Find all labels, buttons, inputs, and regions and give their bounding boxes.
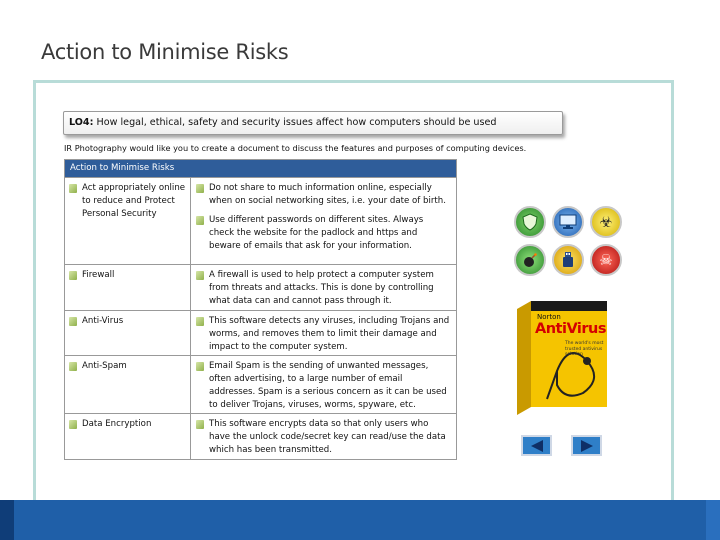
action-label: Firewall (82, 270, 115, 280)
antivirus-box-image (517, 301, 609, 415)
left-arrow-icon (529, 439, 545, 453)
bottom-bar-right-accent (706, 500, 720, 540)
table-row (65, 310, 456, 355)
bullet-icon (69, 420, 77, 429)
slide-title: Action to Minimise Risks (41, 40, 289, 64)
bomb-icon (514, 244, 546, 276)
bullet-icon (196, 317, 204, 326)
action-label: Anti-Virus (82, 316, 124, 326)
next-slide-button[interactable] (571, 435, 602, 456)
product-tagline: The world's most trusted antivirus solution (565, 341, 604, 357)
table-row (65, 264, 456, 310)
lo-code: LO4: (69, 117, 94, 128)
bullet-icon (69, 317, 77, 326)
action-description: This software detects any viruses, including Trojans and worms, and removes them to limit their damage and impact to the computer system. (209, 316, 450, 352)
shield-icon (514, 206, 546, 238)
table-header: Action to Minimise Risks (65, 160, 456, 177)
right-arrow-icon (579, 439, 595, 453)
bullet-icon (69, 271, 77, 280)
action-description: Email Spam is the sending of unwanted messages, often advertising, to a large number of email addresses. Spam is a serious concern as it can be used to deliver Trojans, viruses, worms, spyware, etc. (209, 361, 447, 410)
bullet-icon (196, 216, 204, 225)
previous-slide-button[interactable] (521, 435, 552, 456)
action-label: Anti-Spam (82, 361, 127, 371)
biohazard-icon: ☣ (590, 206, 622, 238)
table-row (65, 413, 456, 459)
monitor-icon (552, 206, 584, 238)
table-row (65, 177, 456, 264)
bottom-bar-left-accent (0, 500, 14, 540)
table-row (65, 355, 456, 413)
bullet-icon (69, 362, 77, 371)
action-description: A firewall is used to help protect a computer system from threats and attacks. This is done by controlling what data can and cannot pass through it. (209, 270, 434, 306)
scenario-text: IR Photography would like you to create a document to discuss the features and purposes of computing devices. (64, 143, 527, 153)
action-description: This software encrypts data so that only users who have the unlock code/secret key can read/use the data which has been transmitted. (209, 419, 446, 455)
bullet-icon (196, 271, 204, 280)
bullet-icon (69, 184, 77, 193)
action-label: Act appropriately online to reduce and Protect Personal Security (82, 183, 186, 219)
bullet-icon (196, 362, 204, 371)
action-description: Do not share to much information online, especially when on social networking sites, i.e. your date of birth. (209, 183, 446, 206)
product-brand: Norton (537, 313, 561, 321)
product-name: AntiVirus (535, 321, 606, 337)
bullet-icon (196, 420, 204, 429)
bullet-icon (196, 184, 204, 193)
action-label: Data Encryption (82, 419, 152, 429)
lo-text: How legal, ethical, safety and security issues affect how computers should be used (96, 117, 497, 128)
content-frame (33, 80, 674, 512)
risk-table (64, 159, 457, 460)
bottom-bar (0, 500, 720, 540)
action-description: Use different passwords on different sites. Always check the website for the padlock and https and beware of emails that ask for your information. (209, 214, 424, 251)
skull-icon: ☠ (590, 244, 622, 276)
usb-icon (552, 244, 584, 276)
learning-outcome-bar (63, 111, 563, 135)
